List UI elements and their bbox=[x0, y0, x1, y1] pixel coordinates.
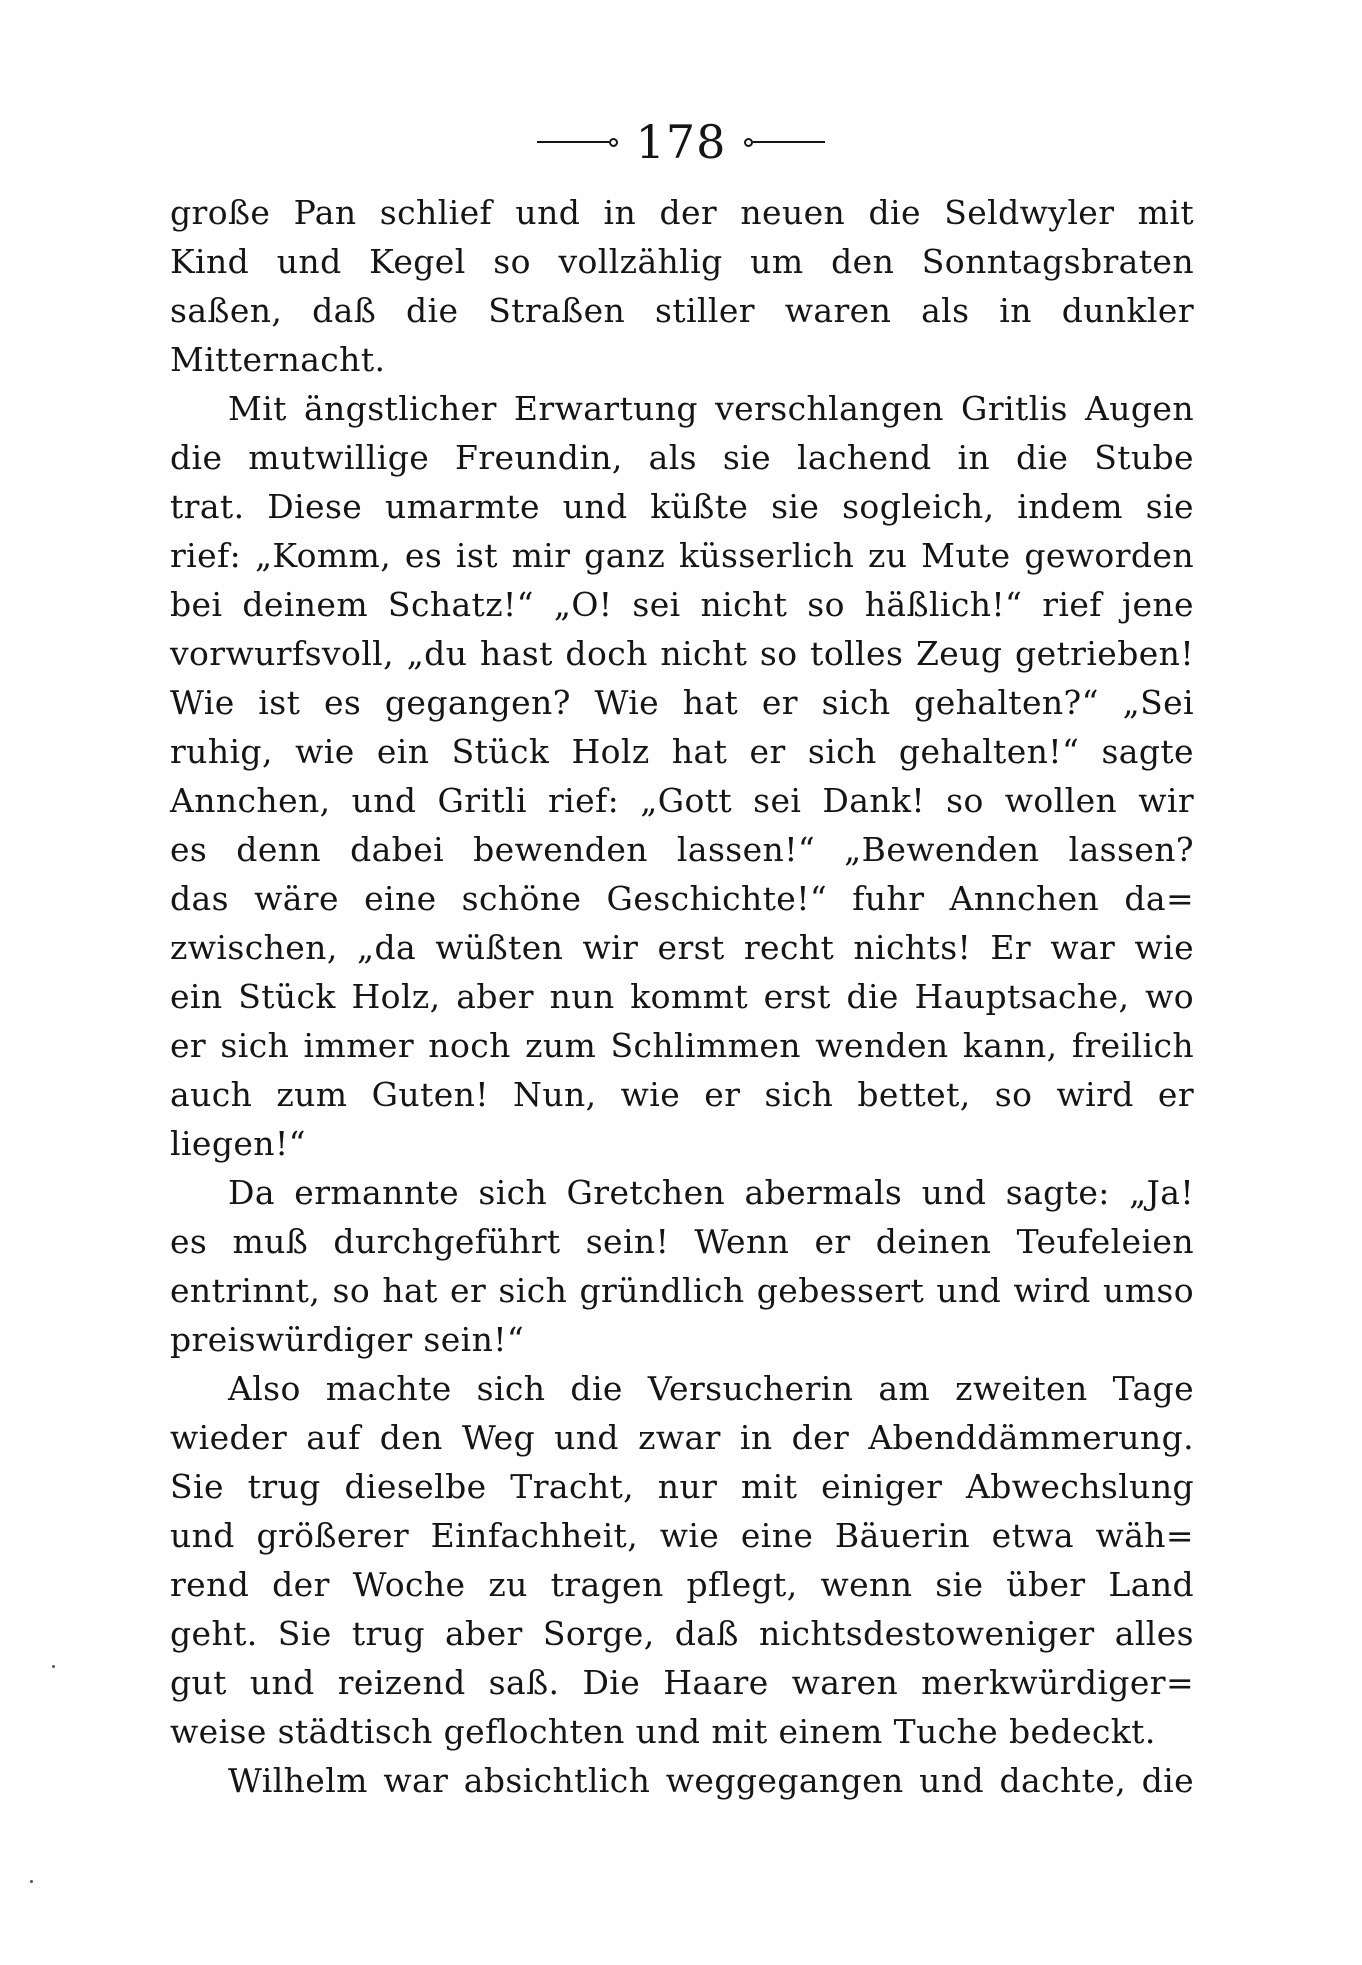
text-line: große Pan schlief und in der neuen die Seldwyler mit bbox=[170, 193, 1194, 232]
text-line: ein Stück Holz, aber nun kommt erst die Hauptsache, wo bbox=[170, 977, 1194, 1016]
text-line: geht. Sie trug aber Sorge, daß nichtsdestoweniger alles bbox=[170, 1614, 1194, 1653]
text-line: rend der Woche zu tragen pflegt, wenn sie über Land bbox=[170, 1565, 1194, 1604]
text-line: auch zum Guten! Nun, wie er sich bettet, so wird er bbox=[170, 1075, 1194, 1114]
text-line: Mitternacht. bbox=[170, 340, 386, 379]
text-line: saßen, daß die Straßen stiller waren als in dunkler bbox=[170, 291, 1194, 330]
text-line: wieder auf den Weg und zwar in der Abenddämmerung. bbox=[170, 1418, 1194, 1457]
text-line: es muß durchgeführt sein! Wenn er deinen Teufeleien bbox=[170, 1222, 1194, 1261]
body-text bbox=[170, 188, 1194, 1805]
page-number: 178 bbox=[635, 115, 727, 169]
text-line: das wäre eine schöne Geschichte!“ fuhr Annchen da= bbox=[170, 879, 1194, 918]
text-line: die mutwillige Freundin, als sie lachend in die Stube bbox=[170, 438, 1194, 477]
text-line: bei deinem Schatz!“ „O! sei nicht so häßlich!“ rief jene bbox=[170, 585, 1194, 624]
text-line: Sie trug dieselbe Tracht, nur mit einiger Abwechslung bbox=[170, 1467, 1194, 1506]
text-line: preiswürdiger sein!“ bbox=[170, 1320, 525, 1359]
text-line: gut und reizend saß. Die Haare waren merkwürdiger= bbox=[170, 1663, 1194, 1702]
text-line: Da ermannte sich Gretchen abermals und sagte: „Ja! bbox=[228, 1173, 1194, 1212]
text-line: Mit ängstlicher Erwartung verschlangen Gritlis Augen bbox=[228, 389, 1194, 428]
header-ornament-right bbox=[744, 138, 825, 147]
scan-speck bbox=[30, 1880, 33, 1883]
scan-speck bbox=[52, 1665, 55, 1668]
text-line: ruhig, wie ein Stück Holz hat er sich gehalten!“ sagte bbox=[170, 732, 1194, 771]
text-line: trat. Diese umarmte und küßte sie sogleich, indem sie bbox=[170, 487, 1194, 526]
page-header bbox=[0, 112, 1362, 172]
text-line: und größerer Einfachheit, wie eine Bäuerin etwa wäh= bbox=[170, 1516, 1194, 1555]
text-line: entrinnt, so hat er sich gründlich gebessert und wird umso bbox=[170, 1271, 1194, 1310]
text-line: vorwurfsvoll, „du hast doch nicht so tolles Zeug getrieben! bbox=[170, 634, 1194, 673]
text-line: Also machte sich die Versucherin am zweiten Tage bbox=[228, 1369, 1194, 1408]
text-line: weise städtisch geflochten und mit einem Tuche bedeckt. bbox=[170, 1712, 1156, 1751]
text-line: er sich immer noch zum Schlimmen wenden kann, freilich bbox=[170, 1026, 1194, 1065]
text-line: Annchen, und Gritli rief: „Gott sei Dank! so wollen wir bbox=[170, 781, 1194, 820]
header-ornament-left bbox=[537, 138, 618, 147]
text-line: es denn dabei bewenden lassen!“ „Bewenden lassen? bbox=[170, 830, 1194, 869]
text-line: Kind und Kegel so vollzählig um den Sonntagsbraten bbox=[170, 242, 1194, 281]
text-line: liegen!“ bbox=[170, 1124, 306, 1163]
text-line: zwischen, „da wüßten wir erst recht nichts! Er war wie bbox=[170, 928, 1194, 967]
text-line: Wilhelm war absichtlich weggegangen und dachte, die bbox=[228, 1761, 1194, 1800]
text-line: Wie ist es gegangen? Wie hat er sich gehalten?“ „Sei bbox=[170, 683, 1194, 722]
text-line: rief: „Komm, es ist mir ganz küsserlich zu Mute geworden bbox=[170, 536, 1194, 575]
